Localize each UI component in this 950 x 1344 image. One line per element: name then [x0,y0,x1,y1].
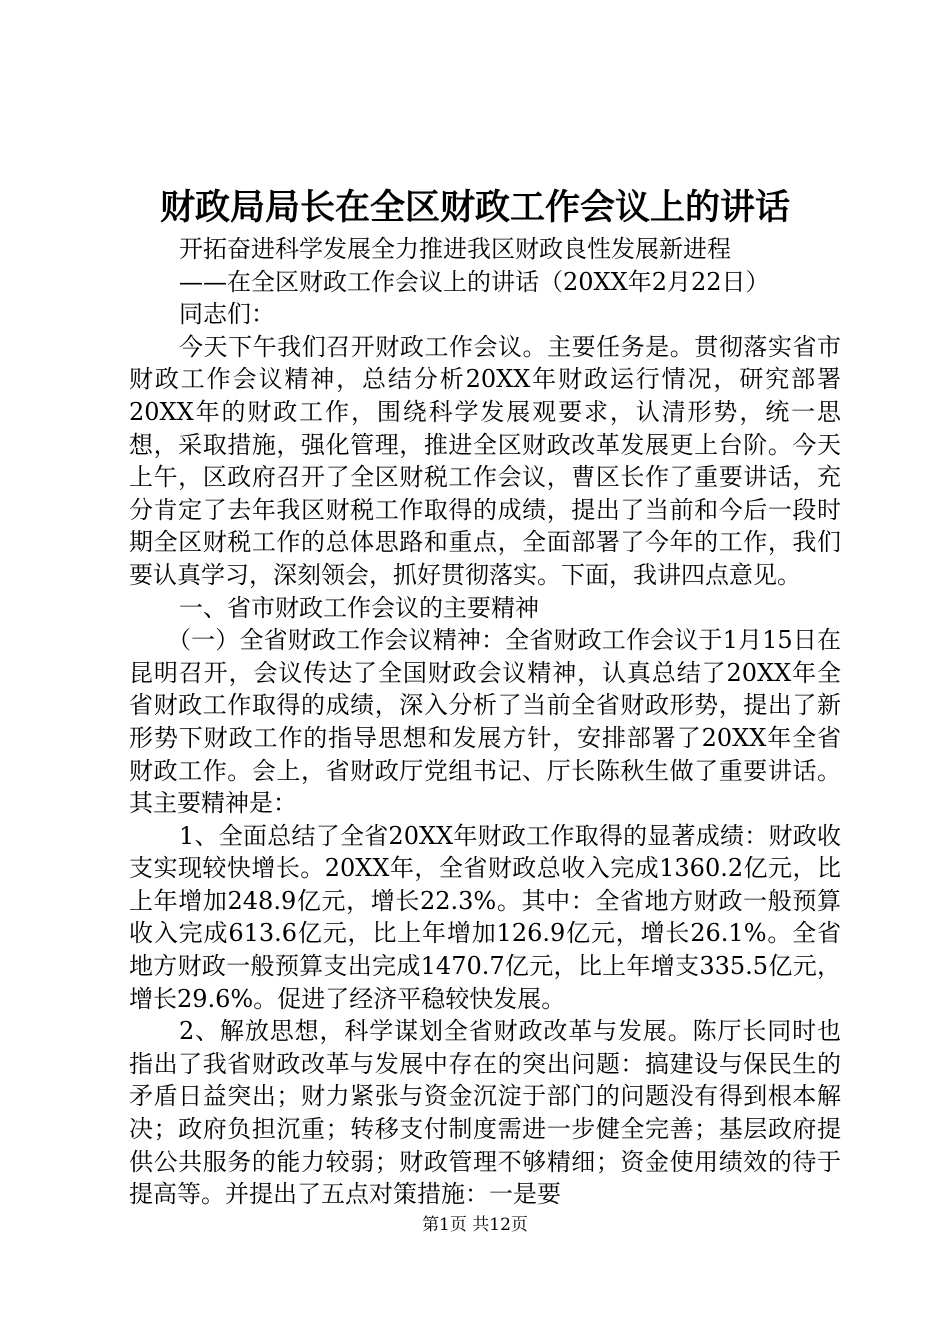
salutation: 同志们： [179,300,275,329]
paragraph-intro: 今天下午我们召开财政工作会议。主要任务是。贯彻落实省市财政工作会议精神，总结分析20XX年财政运行情况，研究部署20XX年的财政工作，围绕科学发展观要求，认清形势，统一思想，采取措施，强化管理，推进全区财政改革发展更上台阶。今天上午，区政府召开了全区财税工作会议，曹区长作了重要讲话，充分肯定了去年我区财税工作取得的成绩，提出了当前和今后一段时期全区财税工作的总体思路和重点，全面部署了今年的工作，我们要认真学习，深刻领会，抓好贯彻落实。下面，我讲四点意见。 [129,332,841,589]
section-heading-1: 一、省市财政工作会议的主要精神 [179,593,539,622]
paragraph-provincial-meeting: （一）全省财政工作会议精神：全省财政工作会议于1月15日在昆明召开，会议传达了全国财政会议精神，认真总结了20XX年全省财政工作取得的成绩，深入分析了当前全省财政形势，提出了新形势下财政工作的指导思想和发展方针，安排部署了20XX年全省财政工作。会上，省财政厅党组书记、厅长陈秋生做了重要讲话。其主要精神是： [129,626,841,818]
document-body [129,233,841,1211]
subtitle-speech-info: ——在全区财政工作会议上的讲话（20XX年2月22日） [179,267,770,296]
paragraph-point-1: 1、全面总结了全省20XX年财政工作取得的显著成绩：财政收支实现较快增长。20XX年，全省财政总收入完成1360.2亿元，比上年增加248.9亿元，增长22.3%。其中：全省地方财政一般预算收入完成613.6亿元，比上年增加126.9亿元，增长26.1%。全省地方财政一般预算支出完成1470.7亿元，比上年增支335.5亿元，增长29.6%。促进了经济平稳较快发展。 [129,821,841,1013]
subtitle: 开拓奋进科学发展全力推进我区财政良性发展新进程 [179,235,731,263]
document-title: 财政局局长在全区财政工作会议上的讲话 [159,188,790,228]
page-footer: 第1页 共12页 [422,1215,528,1235]
paragraph-point-2: 2、解放思想，科学谋划全省财政改革与发展。陈厅长同时也指出了我省财政改革与发展中存在的突出问题：搞建设与保民生的矛盾日益突出；财力紧张与资金沉淀于部门的问题没有得到根本解决；政府负担沉重；转移支付制度需进一步健全完善；基层政府提供公共服务的能力较弱；财政管理不够精细；资金使用绩效的待于提高等。并提出了五点对策措施：一是要 [129,1017,841,1209]
